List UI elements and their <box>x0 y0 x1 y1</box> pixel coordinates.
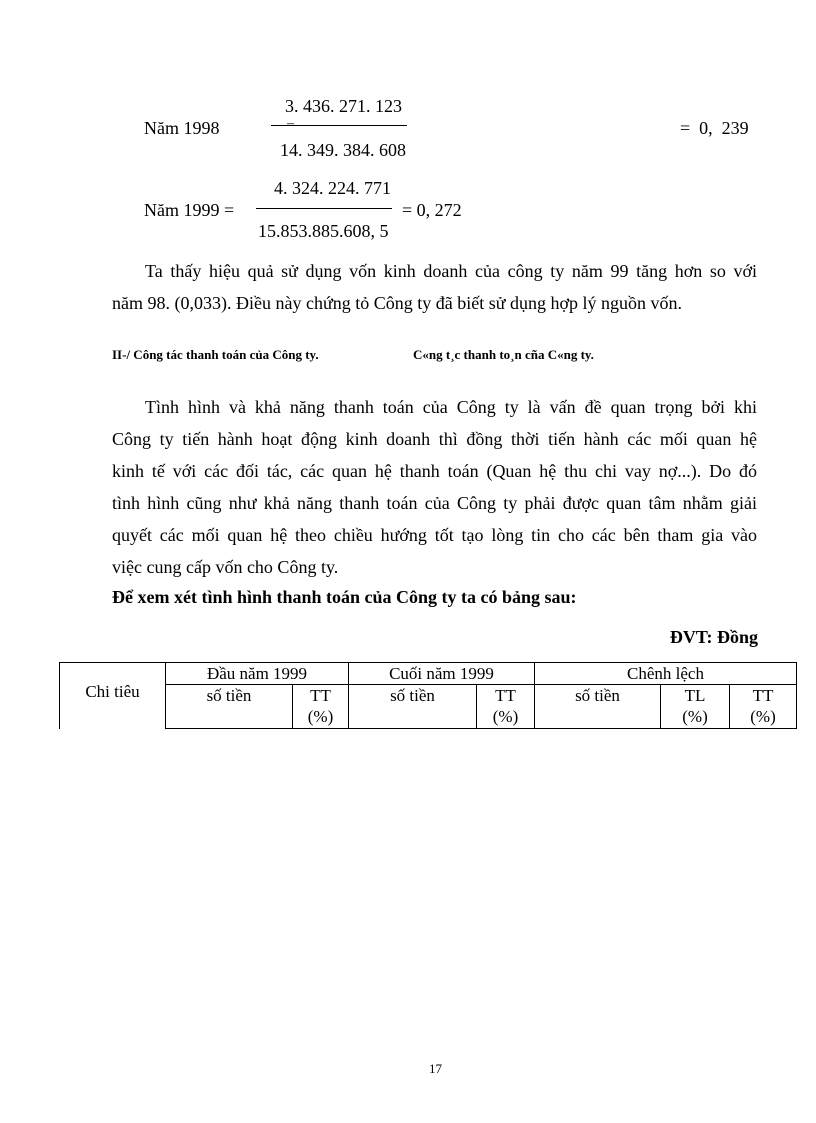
paragraph-payment <box>112 391 757 583</box>
formula-1999-numerator: 4. 324. 224. 771 <box>274 178 391 198</box>
formula-1998-result: = 0, 239 <box>680 118 749 138</box>
formula-1998-denominator: 14. 349. 384. 608 <box>280 140 406 160</box>
paragraph-line: năm 98. (0,033). Điều này chứng tỏ Công ty đã biết sử dụng hợp lý nguồn vốn. <box>112 293 682 313</box>
formula-1999-result: = 0, 272 <box>402 200 462 220</box>
table-intro: Để xem xét tình hình thanh toán của Công ty ta có bảng sau: <box>112 587 577 607</box>
formula-1998-numerator: 3. 436. 271. 123 <box>285 96 402 116</box>
table-subheader: TT (%) <box>293 685 349 729</box>
table-group-header: Chênh lệch <box>535 663 797 685</box>
formula-1998-dash: – <box>287 116 294 131</box>
paragraph-line: việc cung cấp vốn cho Công ty. <box>112 557 339 577</box>
payment-table <box>59 662 797 729</box>
table-subheader: số tiền <box>349 685 477 729</box>
formula-1998-label: Năm 1998 <box>144 118 220 138</box>
table-subheader: TT (%) <box>730 685 797 729</box>
page-number: 17 <box>429 1061 442 1076</box>
formula-1999-denominator: 15.853.885.608, 5 <box>258 221 389 241</box>
paragraph-line: kinh tế với các đối tác, các quan hệ thanh toán (Quan hệ thu chi vay nợ...). Do đó <box>112 461 757 481</box>
paragraph-line: Tình hình và khả năng thanh toán của Công ty là vấn đề quan trọng bởi khi <box>145 397 757 417</box>
paragraph-line: quyết các mối quan hệ theo chiều hướng tốt tạo lòng tin cho các bên tham gia vào <box>112 525 757 545</box>
paragraph-line: Ta thấy hiệu quả sử dụng vốn kinh doanh của công ty năm 99 tăng hơn so với <box>145 261 757 281</box>
unit-label: ĐVT: Đồng <box>669 627 758 647</box>
table-subheader: TL (%) <box>661 685 730 729</box>
section-heading-garbled: C«ng t¸c thanh to¸n cña C«ng ty. <box>413 347 594 362</box>
formula-1999-fraction-bar <box>256 208 392 209</box>
table-subheader: số tiền <box>535 685 661 729</box>
paragraph-line: tình hình cũng như khả năng thanh toán của Công ty phải được quan tâm nhằm giải <box>112 493 757 513</box>
formula-1999-label: Năm 1999 = <box>144 200 235 220</box>
paragraph-efficiency <box>112 255 757 319</box>
section-heading: II-/ Công tác thanh toán của Công ty. <box>112 347 319 362</box>
table-subheader: TT (%) <box>477 685 535 729</box>
table-group-header: Đầu năm 1999 <box>166 663 349 685</box>
table-row-header: Chi tiêu <box>60 663 166 729</box>
table-subheader: số tiền <box>166 685 293 729</box>
paragraph-line: Công ty tiến hành hoạt động kinh doanh thì đồng thời tiến hành các mối quan hệ <box>112 429 757 449</box>
table-group-header: Cuối năm 1999 <box>349 663 535 685</box>
